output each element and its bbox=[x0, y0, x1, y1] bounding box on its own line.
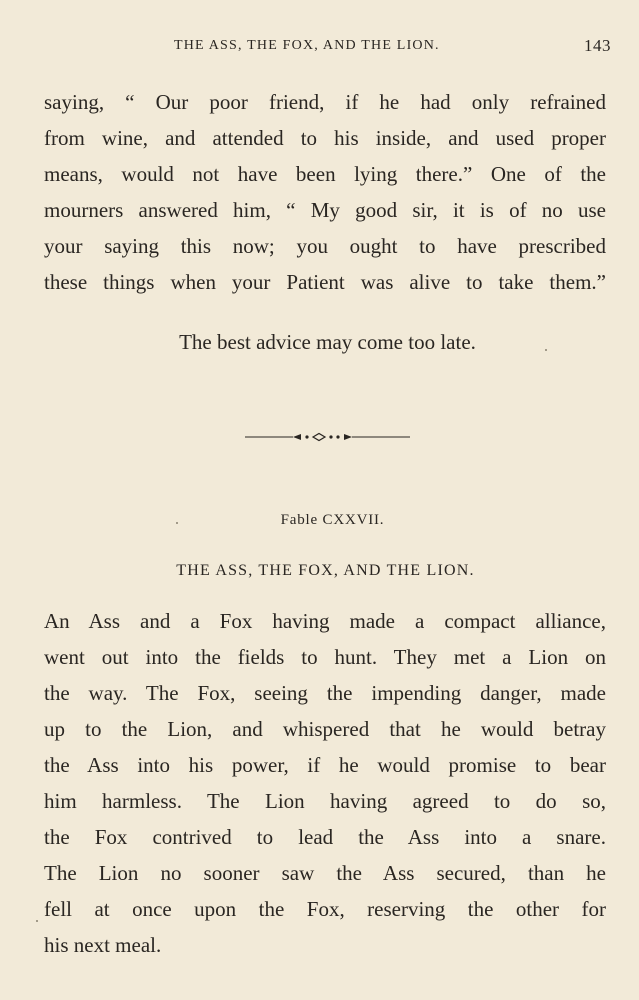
text-line: the way. The Fox, seeing the impending danger, made bbox=[44, 681, 606, 705]
text-line: him harmless. The Lion having agreed to do so, bbox=[44, 789, 606, 813]
text-line: from wine, and attended to his inside, and used proper bbox=[44, 126, 606, 150]
paper-speck bbox=[36, 920, 38, 922]
running-title: THE ASS, THE FOX, AND THE LION. bbox=[174, 38, 440, 53]
paper-speck bbox=[176, 522, 178, 524]
text-line: saying, “ Our poor friend, if he had only refrained bbox=[44, 90, 606, 114]
moral-line: The best advice may come too late. bbox=[179, 330, 476, 354]
text-line: mourners answered him, “ My good sir, it is of no use bbox=[44, 198, 606, 222]
text-line: your saying this now; you ought to have prescribed bbox=[44, 234, 606, 258]
text-line: An Ass and a Fox having made a compact alliance, bbox=[44, 609, 606, 633]
text-line: his next meal. bbox=[44, 933, 162, 957]
text-line: fell at once upon the Fox, reserving the other for bbox=[44, 897, 606, 921]
fable-body bbox=[44, 603, 606, 963]
page-number: 143 bbox=[584, 36, 611, 55]
text-line: went out into the fields to hunt. They met a Lion on bbox=[44, 645, 606, 669]
text-line: these things when your Patient was alive to take them.” bbox=[44, 270, 606, 294]
text-line: The Lion no sooner saw the Ass secured, than he bbox=[44, 861, 606, 885]
continuation-paragraph bbox=[44, 84, 606, 300]
text-line: means, would not have been lying there.” One of the bbox=[44, 162, 606, 186]
text-line: up to the Lion, and whispered that he would betray bbox=[44, 717, 606, 741]
text-line: the Ass into his power, if he would promise to bear bbox=[44, 753, 606, 777]
paper-speck bbox=[545, 349, 547, 351]
section-divider-ornament bbox=[245, 430, 410, 444]
fable-title: THE ASS, THE FOX, AND THE LION. bbox=[176, 562, 475, 579]
fable-number: Fable CXXVII. bbox=[280, 512, 385, 528]
text-line: the Fox contrived to lead the Ass into a snare. bbox=[44, 825, 606, 849]
running-header bbox=[44, 38, 611, 58]
